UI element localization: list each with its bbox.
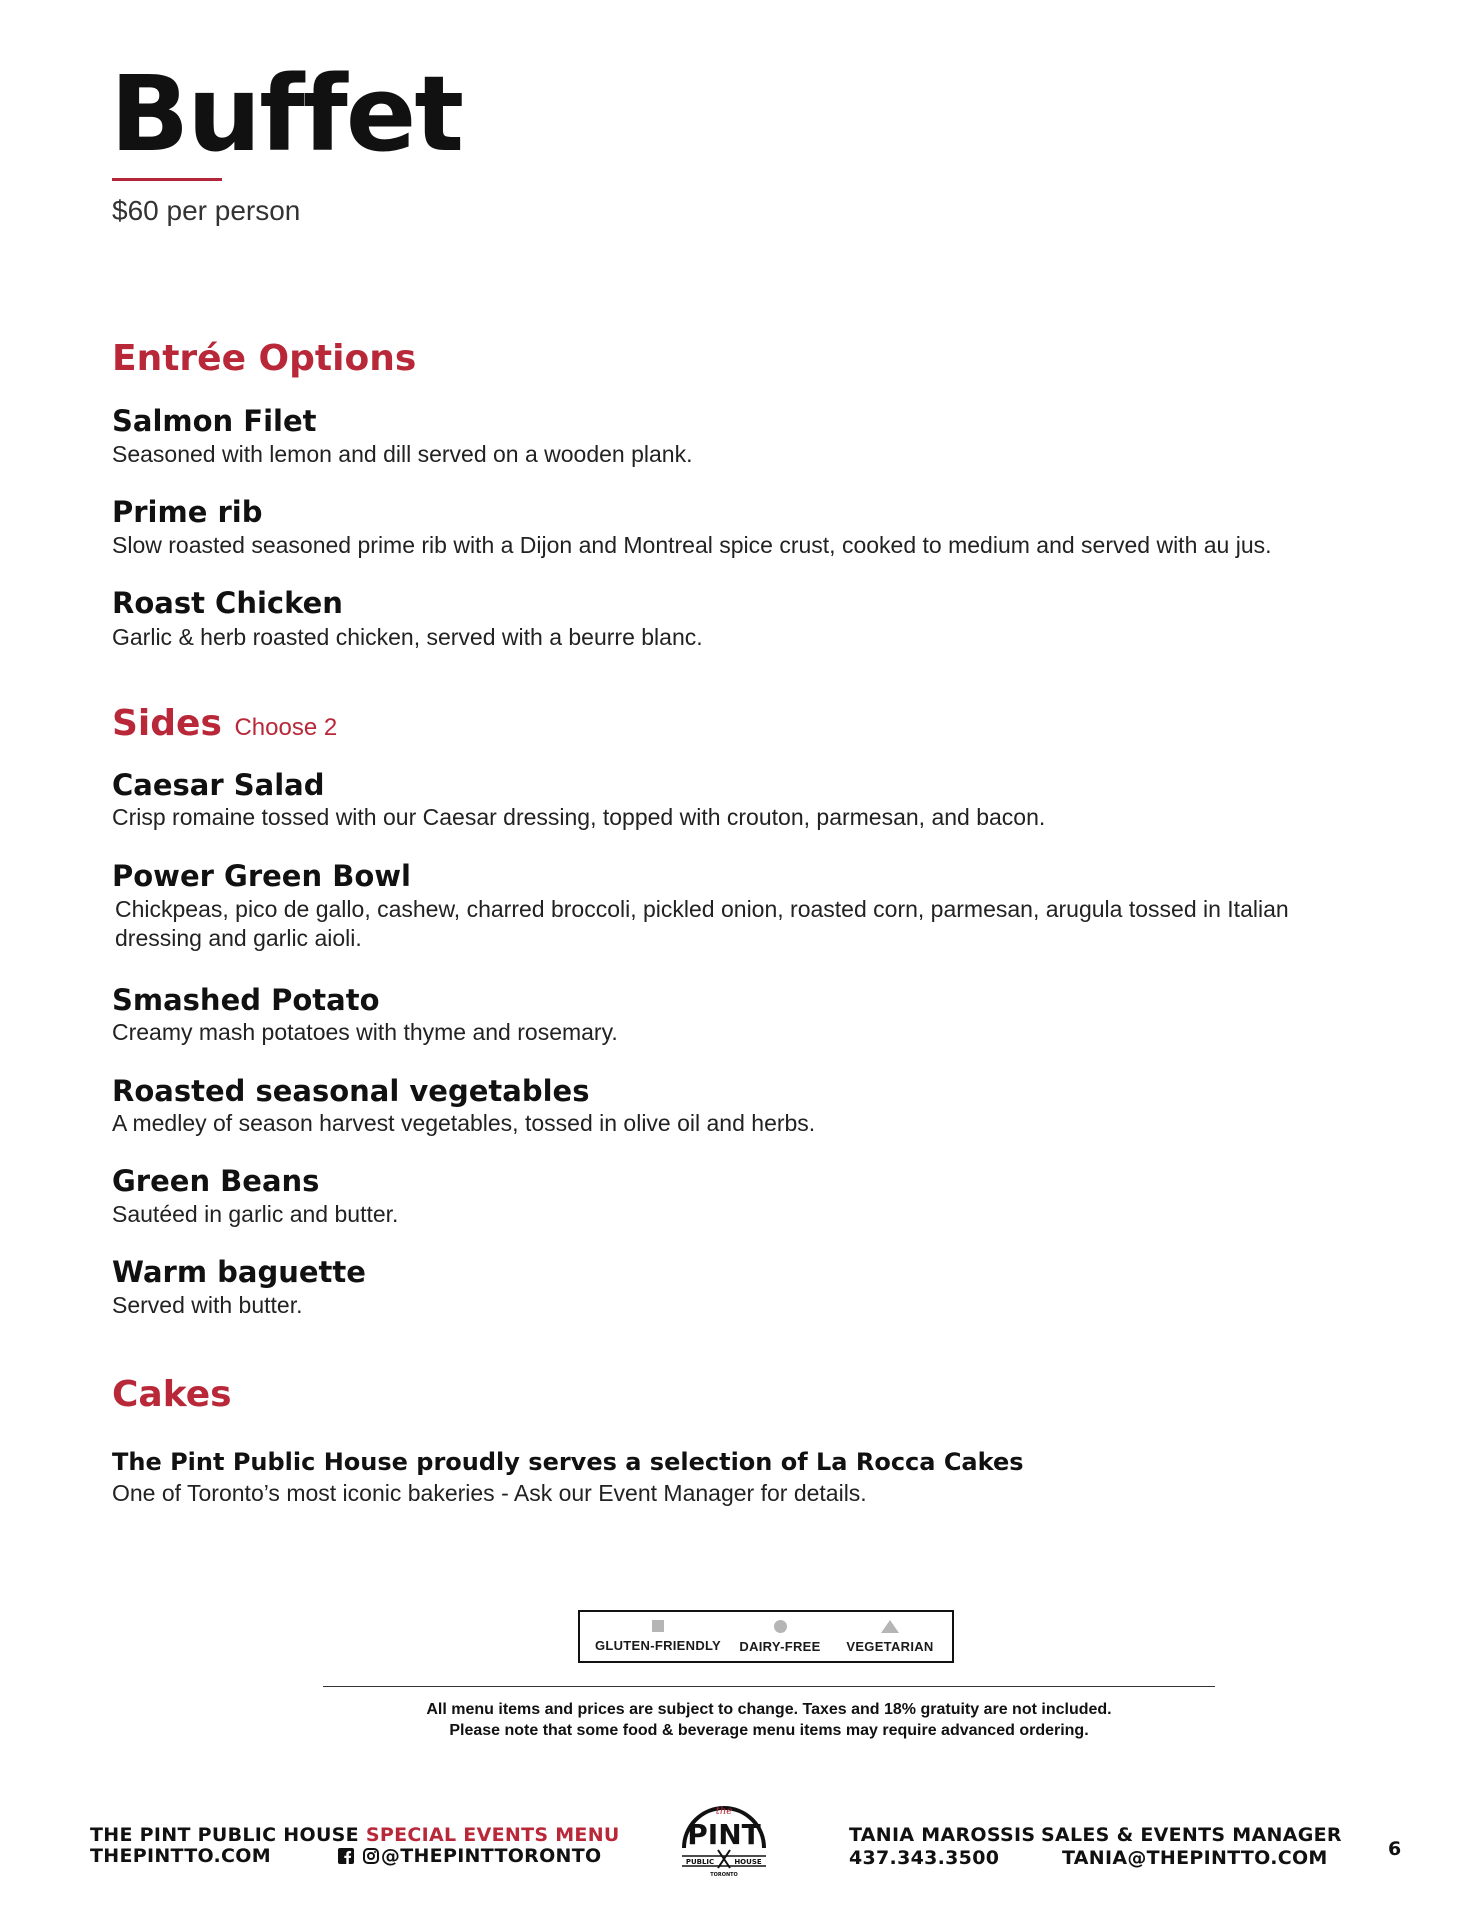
logo-right-text: HOUSE xyxy=(734,1858,762,1866)
legend-gluten-friendly xyxy=(588,1612,728,1653)
legend-vegetarian xyxy=(834,1612,946,1654)
website-link[interactable]: THEPINTTO.COM xyxy=(90,1845,271,1867)
logo-main-text: PINT xyxy=(687,1818,761,1851)
logo-small-text: the xyxy=(715,1806,733,1817)
entree-item-desc: Slow roasted seasoned prime rib with a Dijon and Montreal spice crust, cooked to medium and served with au jus. xyxy=(112,532,1272,558)
side-item-desc: Served with butter. xyxy=(112,1292,303,1318)
side-item-name: Power Green Bowl xyxy=(112,859,411,893)
venue-name: THE PINT PUBLIC HOUSE xyxy=(90,1824,359,1846)
price-per-person: $60 per person xyxy=(112,195,301,226)
side-item-desc: Creamy mash potatoes with thyme and rosemary. xyxy=(112,1019,618,1045)
cakes-heading: Cakes xyxy=(112,1374,232,1415)
page-number: 6 xyxy=(1388,1838,1402,1860)
side-item-desc: A medley of season harvest vegetables, tossed in olive oil and herbs. xyxy=(112,1110,816,1136)
menu-name: SPECIAL EVENTS MENU xyxy=(365,1824,620,1846)
entree-item-desc: Garlic & herb roasted chicken, served with a beurre blanc. xyxy=(112,624,703,650)
disclaimer-line: All menu items and prices are subject to change. Taxes and 18% gratuity are not included. xyxy=(426,1701,1112,1718)
side-item-name: Roasted seasonal vegetables xyxy=(112,1074,590,1108)
side-item-name: Warm baguette xyxy=(112,1255,366,1289)
instagram-icon xyxy=(363,1848,381,1864)
contact-phone[interactable]: 437.343.3500 xyxy=(849,1847,1000,1869)
side-item-name: Smashed Potato xyxy=(112,983,380,1017)
logo-left-text: PUBLIC xyxy=(685,1858,715,1866)
sides-heading xyxy=(112,703,337,744)
pint-logo xyxy=(674,1800,774,1880)
contact-name: TANIA MAROSSIS xyxy=(849,1824,1036,1846)
entree-item-name: Prime rib xyxy=(112,495,263,529)
legend-label: GLUTEN-FRIENDLY xyxy=(594,1638,722,1653)
contact-email[interactable]: TANIA@THEPINTTO.COM xyxy=(1062,1847,1328,1869)
footer-venue-line xyxy=(90,1824,620,1846)
legend-label: VEGETARIAN xyxy=(846,1639,934,1654)
social-handle-text: @THEPINTTORONTO xyxy=(380,1845,602,1867)
side-item-desc: Crisp romaine tossed with our Caesar dressing, topped with crouton, parmesan, and bacon. xyxy=(112,804,1046,830)
side-item-name: Caesar Salad xyxy=(112,768,325,802)
facebook-icon xyxy=(338,1848,356,1864)
legend-label: DAIRY-FREE xyxy=(739,1639,821,1654)
entree-item-name: Roast Chicken xyxy=(112,586,343,620)
entree-item-desc: Seasoned with lemon and dill served on a wooden plank. xyxy=(112,441,693,467)
entree-heading: Entrée Options xyxy=(112,338,417,379)
dietary-legend xyxy=(578,1610,954,1663)
social-handle[interactable] xyxy=(338,1845,601,1867)
cakes-statement: The Pint Public House proudly serves a selection of La Rocca Cakes xyxy=(112,1448,1024,1476)
page-title: Buffet xyxy=(110,53,463,175)
contact-title: SALES & EVENTS MANAGER xyxy=(1041,1824,1342,1846)
sides-heading-label: Sides xyxy=(112,703,222,744)
triangle-icon xyxy=(881,1620,899,1633)
logo-bottom-text: TORONTO xyxy=(710,1872,738,1878)
legend-dairy-free xyxy=(732,1612,828,1654)
disclaimer-line: Please note that some food & beverage menu items may require advanced ordering. xyxy=(449,1722,1089,1739)
circle-icon xyxy=(774,1620,787,1633)
divider xyxy=(323,1686,1215,1687)
side-item-desc: Sautéed in garlic and butter. xyxy=(112,1201,399,1227)
side-item-name: Green Beans xyxy=(112,1164,320,1198)
cakes-desc: One of Toronto’s most iconic bakeries - Ask our Event Manager for details. xyxy=(112,1480,867,1506)
title-underline xyxy=(112,178,222,181)
square-icon xyxy=(652,1620,664,1632)
side-item-desc: Chickpeas, pico de gallo, cashew, charred broccoli, pickled onion, roasted corn, parmesan, arugula tossed in Italian dressing and garlic aioli. xyxy=(115,896,1289,951)
sides-choose-note: Choose 2 xyxy=(234,714,338,741)
pint-logo-mark xyxy=(674,1800,774,1880)
entree-item-name: Salmon Filet xyxy=(112,404,317,438)
